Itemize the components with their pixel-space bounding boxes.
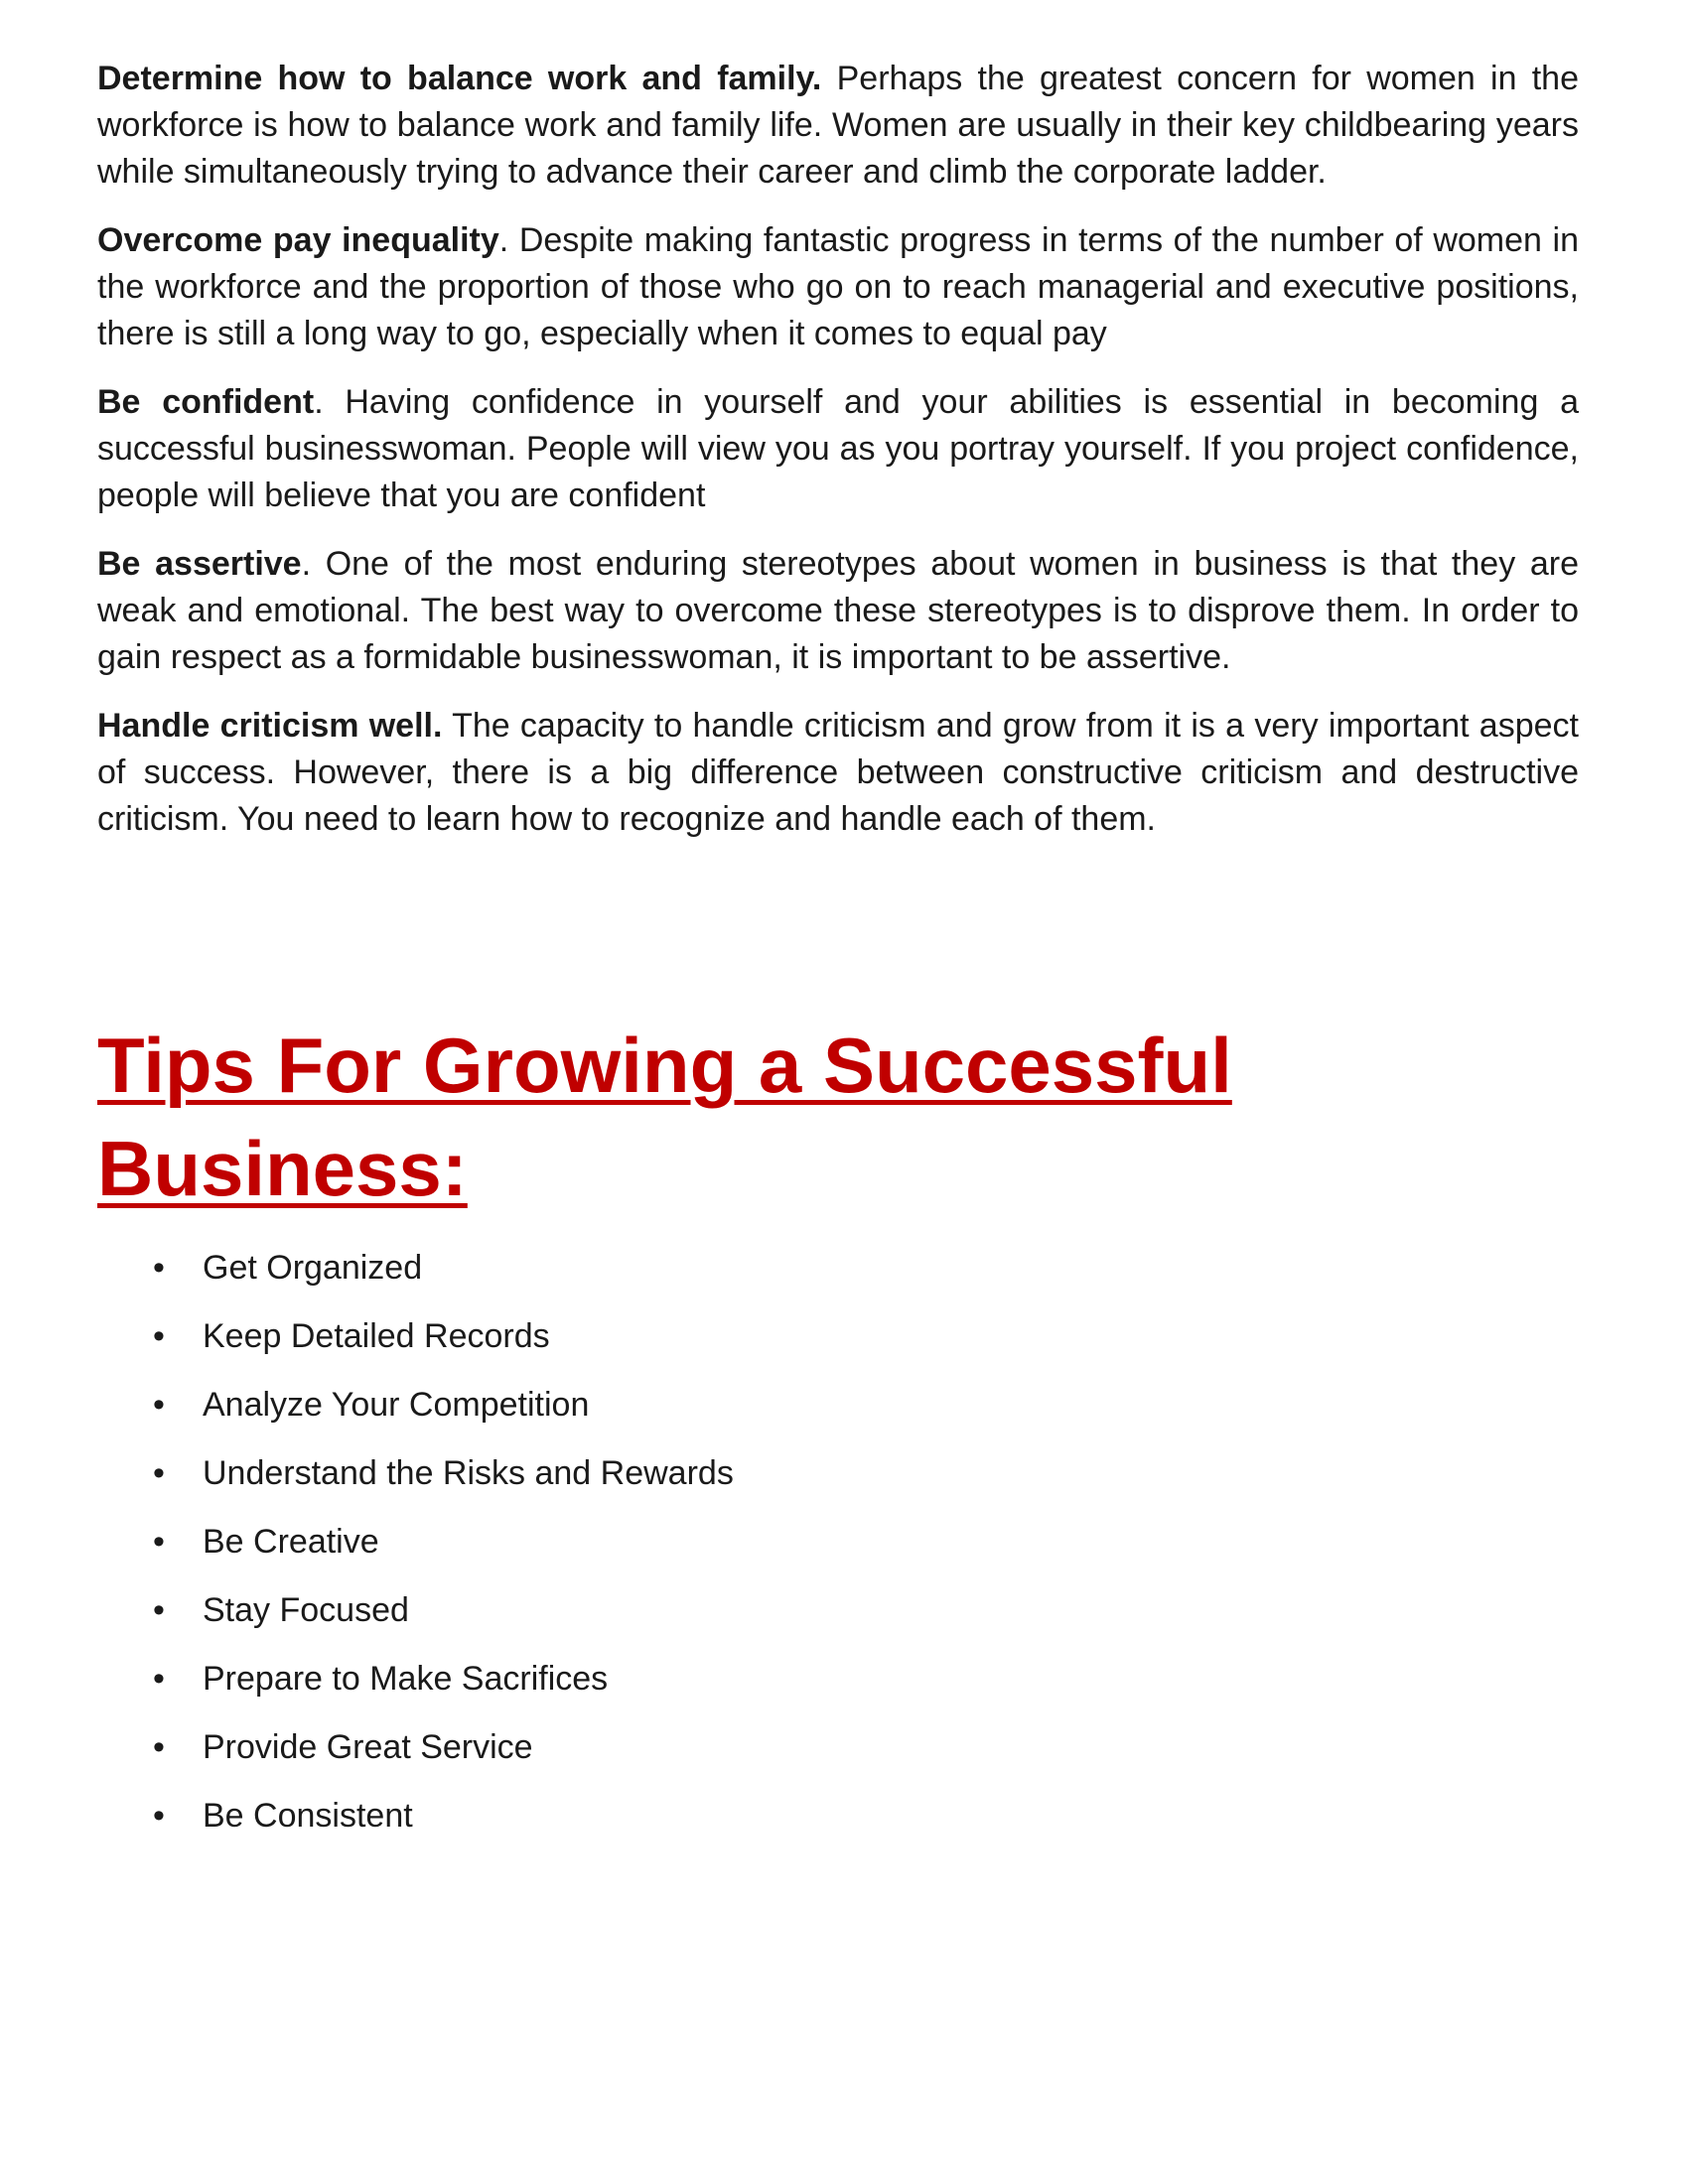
list-item-label: Understand the Risks and Rewards <box>203 1454 734 1492</box>
paragraph-body: . Despite making fantastic progress in terms of the number of women in the workforce and the proportion of those who go on to reach managerial and executive positions, there is still a long way to go, especially when it comes to equal pay <box>97 221 1579 352</box>
paragraph-body: The capacity to handle criticism and grow from it is a very important aspect of success. However, there is a big difference between constructive criticism and destructive criticism. You need to learn how to recognize and handle each of them. <box>97 707 1579 838</box>
paragraph-lead: Be assertive <box>97 545 302 583</box>
section-heading: Tips For Growing a Successful Business: <box>97 1022 1232 1212</box>
list-item-label: Analyze Your Competition <box>203 1386 590 1424</box>
bullet-icon: • <box>153 1591 165 1629</box>
list-item-label: Get Organized <box>203 1249 423 1287</box>
list-item-label: Keep Detailed Records <box>203 1317 550 1355</box>
paragraph-balance-work-family <box>97 56 1579 196</box>
paragraph-body: Perhaps the greatest concern for women in the workforce is how to balance work and family life. Women are usually in their key childbearing years while simultaneously trying to advance their career and climb the corporate ladder. <box>97 60 1579 191</box>
tips-list <box>97 1234 1579 1850</box>
list-item-label: Be Creative <box>203 1523 379 1561</box>
list-item-label: Prepare to Make Sacrifices <box>203 1660 609 1698</box>
bullet-icon: • <box>153 1728 165 1766</box>
paragraph-lead: Overcome pay inequality <box>97 221 499 259</box>
bullet-icon: • <box>153 1660 165 1698</box>
list-item <box>97 1576 1579 1645</box>
bullet-icon: • <box>153 1797 165 1835</box>
list-item <box>97 1713 1579 1782</box>
list-item <box>97 1439 1579 1508</box>
list-item <box>97 1371 1579 1439</box>
bullet-icon: • <box>153 1386 165 1424</box>
list-item <box>97 1645 1579 1713</box>
document-page <box>97 56 1579 1850</box>
paragraph-be-confident <box>97 379 1579 519</box>
list-item <box>97 1234 1579 1302</box>
paragraph-lead: Determine how to balance work and family. <box>97 60 822 97</box>
paragraph-lead: Handle criticism well. <box>97 707 443 745</box>
list-item-label: Stay Focused <box>203 1591 409 1629</box>
list-item <box>97 1302 1579 1371</box>
list-item-label: Be Consistent <box>203 1797 413 1835</box>
bullet-icon: • <box>153 1317 165 1355</box>
bullet-icon: • <box>153 1523 165 1561</box>
bullet-icon: • <box>153 1454 165 1492</box>
paragraph-lead: Be confident <box>97 383 315 421</box>
paragraph-handle-criticism <box>97 703 1579 843</box>
list-item <box>97 1508 1579 1576</box>
bullet-icon: • <box>153 1249 165 1287</box>
section-spacer <box>97 865 1579 1014</box>
list-item <box>97 1782 1579 1850</box>
paragraph-body: . One of the most enduring stereotypes about women in business is that they are weak and emotional. The best way to overcome these stereotypes is to disprove them. In order to gain respect as a formidable businesswoman, it is important to be assertive. <box>97 545 1580 676</box>
paragraph-be-assertive <box>97 541 1579 681</box>
paragraph-body: . Having confidence in yourself and your abilities is essential in becoming a successful businesswoman. People will view you as you portray yourself. If you project confidence, people will believe that you are confident <box>97 383 1579 514</box>
paragraph-pay-inequality <box>97 217 1579 357</box>
list-item-label: Provide Great Service <box>203 1728 533 1766</box>
